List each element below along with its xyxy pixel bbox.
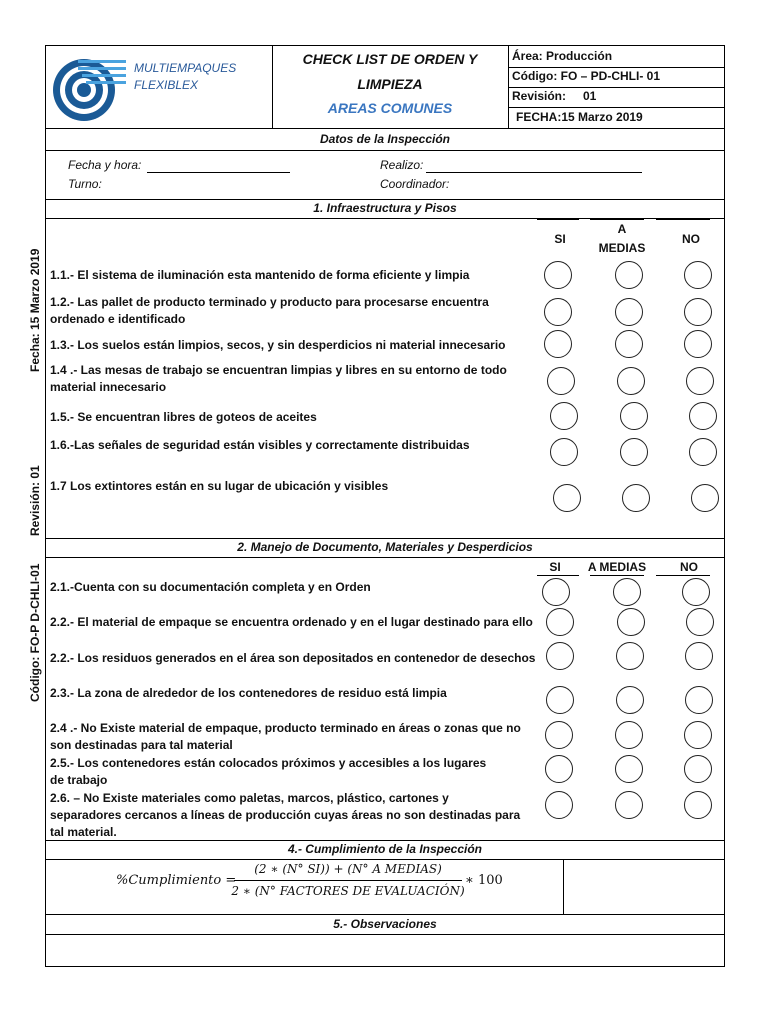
section1-col-si: SI [554,232,566,246]
formula-label: %Cumplimiento = [116,873,237,888]
fecha-hora-line[interactable] [147,172,290,173]
s1-item-5: 1.5.- Se encuentran libres de goteos de aceites [50,410,317,424]
s2-r4-medias[interactable] [616,686,644,714]
s2-r6-no[interactable] [684,755,712,783]
realizo-label: Realizo: [380,158,424,172]
s1-r2-no[interactable] [684,298,712,326]
s2-item-1: 2.1.-Cuenta con su documentación completa y en Orden [50,580,371,594]
s1-r6-medias[interactable] [620,438,648,466]
formula-multiplier: ∗ 100 [465,873,503,888]
s2-r2-no[interactable] [686,608,714,636]
s1-r4-medias[interactable] [617,367,645,395]
revision-label: Revisión: [512,89,567,103]
section1-bottom-rule [45,538,725,539]
s1-item-3: 1.3.- Los suelos están limpios, secos, y sin desperdicios ni material innecesario [50,338,506,352]
s1-r6-si[interactable] [550,438,578,466]
section4-rule [45,859,725,860]
company-logo [50,52,126,124]
s2-item-4: 2.3.- La zona de alrededor de los contenedores de residuo está limpia [50,686,447,700]
fecha-label: FECHA:15 Marzo 2019 [516,110,643,124]
codigo-label: Código: FO – PD-CHLI- 01 [512,69,660,83]
header-rule-3 [508,107,725,108]
s2-r2-si[interactable] [546,608,574,636]
s2-r2-medias[interactable] [617,608,645,636]
s2-item-2: 2.2.- El material de empaque se encuentra ordenado y en el lugar destinado para ello [50,615,533,629]
section1-col-medias-1: A [617,222,627,236]
s1-r7-si[interactable] [553,484,581,512]
header-bottom-rule [45,128,725,129]
s1-r2-medias[interactable] [615,298,643,326]
section4-divider [563,859,564,914]
side-revision: Revisión: 01 [28,465,42,536]
s2-r4-si[interactable] [546,686,574,714]
section1-col-rule-no [656,219,710,220]
section2-title: 2. Manejo de Documento, Materiales y Desperdicios [237,540,533,554]
s1-r3-no[interactable] [684,330,712,358]
inspection-title: Datos de la Inspección [319,132,451,146]
section1-col-rule-medias [590,219,644,220]
section1-col-medias-2: MEDIAS [598,241,646,255]
s1-r6-no[interactable] [689,438,717,466]
s2-r6-si[interactable] [545,755,573,783]
coordinador-label: Coordinador: [380,177,450,191]
formula-fraction-bar [234,880,462,881]
s1-r1-no[interactable] [684,261,712,289]
s2-item-5: 2.4 .- No Existe material de empaque, producto terminado en áreas o zonas que no son destinadas para tal material [50,721,521,752]
s2-r1-medias[interactable] [613,578,641,606]
company-name-line2: FLEXIBLEX [134,78,199,92]
s1-r2-si[interactable] [544,298,572,326]
s2-r3-medias[interactable] [616,642,644,670]
s1-r5-medias[interactable] [620,402,648,430]
section2-col-si: SI [549,560,561,574]
s1-item-2: 1.2.- Las pallet de producto terminado y producto para procesarse encuentra ordenado e identificado [50,295,489,326]
observations-area[interactable] [46,935,724,966]
s1-r4-no[interactable] [686,367,714,395]
s1-r3-si[interactable] [544,330,572,358]
s1-item-7: 1.7 Los extintores están en su lugar de ubicación y visibles [50,479,389,493]
s2-r3-no[interactable] [685,642,713,670]
s1-r5-no[interactable] [689,402,717,430]
s2-r1-si[interactable] [542,578,570,606]
section2-col-rule-medias [590,575,644,576]
fecha-hora-label: Fecha y hora: [68,158,142,172]
inspection-bottom-rule [45,199,725,200]
realizo-line[interactable] [426,172,642,173]
section1-title: 1. Infraestructura y Pisos [313,201,457,215]
section4-bottom-rule [45,914,725,915]
section2-rule [45,557,725,558]
section2-bottom-rule [45,840,725,841]
form-title-line2: LIMPIEZA [357,76,423,92]
s1-item-4: 1.4 .- Las mesas de trabajo se encuentran limpias y libres en su entorno de todo material innecesario [50,363,507,394]
section2-col-medias: A MEDIAS [587,560,647,574]
section2-col-rule-no [656,575,710,576]
s1-r7-medias[interactable] [622,484,650,512]
s2-r4-no[interactable] [685,686,713,714]
s2-r1-no[interactable] [682,578,710,606]
header-rule-1 [508,67,725,68]
formula-numerator: (2 ∗ (N° SI)) + (N° A MEDIAS) [254,862,442,876]
form-title-line1: CHECK LIST DE ORDEN Y [302,51,478,67]
s2-r6-medias[interactable] [615,755,643,783]
form-subtitle: AREAS COMUNES [327,100,453,116]
revision-value: 01 [583,89,597,103]
area-label: Área: Producción [512,49,613,63]
s2-item-7: 2.6. – No Existe materiales como paletas, marcos, plástico, cartones y separadores cercanos a líneas de producción cuyas áreas no son destinadas para tal material. [50,791,521,839]
section2-col-rule-si [537,575,579,576]
side-codigo: Código: FO-P D-CHLI-01 [28,563,42,702]
section4-title: 4.- Cumplimiento de la Inspección [287,842,483,856]
s1-r4-si[interactable] [547,367,575,395]
s1-item-6: 1.6.-Las señales de seguridad están visibles y correctamente distribuidas [50,438,470,452]
s2-r3-si[interactable] [546,642,574,670]
s1-r1-si[interactable] [544,261,572,289]
s1-r1-medias[interactable] [615,261,643,289]
section1-col-no: NO [682,232,700,246]
s2-r5-si[interactable] [545,721,573,749]
s2-r7-si[interactable] [545,791,573,819]
formula-denominator: 2 ∗ (N° FACTORES DE EVALUACIÓN) [231,884,465,898]
s1-r3-medias[interactable] [615,330,643,358]
s2-item-3: 2.2.- Los residuos generados en el área son depositados en contenedor de desechos [50,651,536,665]
s1-r7-no[interactable] [691,484,719,512]
s2-item-6: 2.5.- Los contenedores están colocados próximos y accesibles a los lugares de trabajo [50,756,487,787]
side-fecha: Fecha: 15 Marzo 2019 [28,248,42,372]
turno-label: Turno: [68,177,102,191]
inspection-rule [45,150,725,151]
section1-col-rule-si [537,219,579,220]
s1-r5-si[interactable] [550,402,578,430]
company-name-line1: MULTIEMPAQUES [134,61,237,75]
section5-title: 5.- Observaciones [333,917,437,931]
s2-r5-no[interactable] [684,721,712,749]
s2-r7-no[interactable] [684,791,712,819]
section2-col-no: NO [680,560,698,574]
header-rule-2 [508,87,725,88]
s2-r5-medias[interactable] [615,721,643,749]
s1-item-1: 1.1.- El sistema de iluminación esta mantenido de forma eficiente y limpia [50,268,470,282]
s2-r7-medias[interactable] [615,791,643,819]
